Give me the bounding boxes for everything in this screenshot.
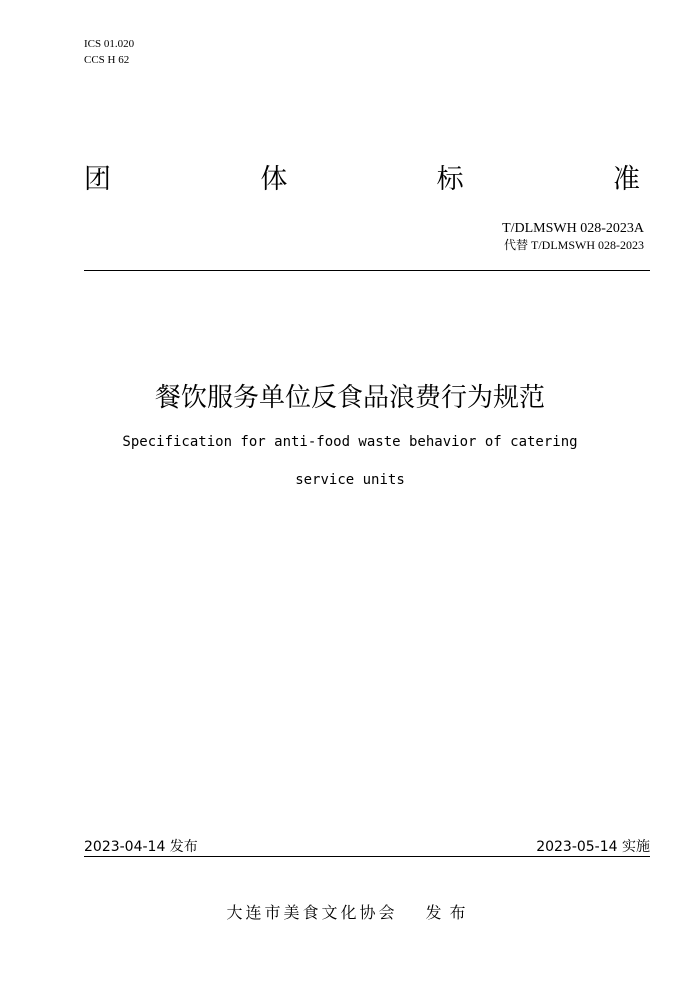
ics-code: ICS 01.020	[84, 38, 135, 50]
classification-codes	[84, 36, 134, 68]
title-english-line-1: Specification for anti-food waste behavior of catering	[122, 434, 578, 450]
publish-date: 2023-04-14 发布	[84, 839, 198, 855]
implement-date: 2023-05-14 实施	[536, 839, 650, 855]
top-divider	[84, 270, 650, 271]
standard-type-char-1: 团	[84, 164, 111, 195]
standard-number-block	[502, 220, 644, 253]
title-english-line-2: service units	[295, 472, 405, 488]
standard-type-heading	[84, 160, 640, 200]
bottom-divider	[84, 856, 650, 857]
issue-action: 发布	[425, 903, 474, 922]
standard-type-char-2: 体	[260, 164, 288, 195]
replaces-number: 代替 T/DLMSWH 028-2023	[504, 238, 644, 252]
issuing-organization: 大连市美食文化协会	[226, 903, 398, 922]
standard-number: T/DLMSWH 028-2023A	[502, 221, 644, 236]
title-chinese: 餐饮服务单位反食品浪费行为规范	[154, 383, 545, 413]
issuer-line	[0, 902, 700, 924]
standard-type-char-3: 标	[436, 164, 464, 195]
ccs-code: CCS H 62	[84, 54, 130, 66]
standard-type-char-4: 准	[612, 164, 640, 195]
